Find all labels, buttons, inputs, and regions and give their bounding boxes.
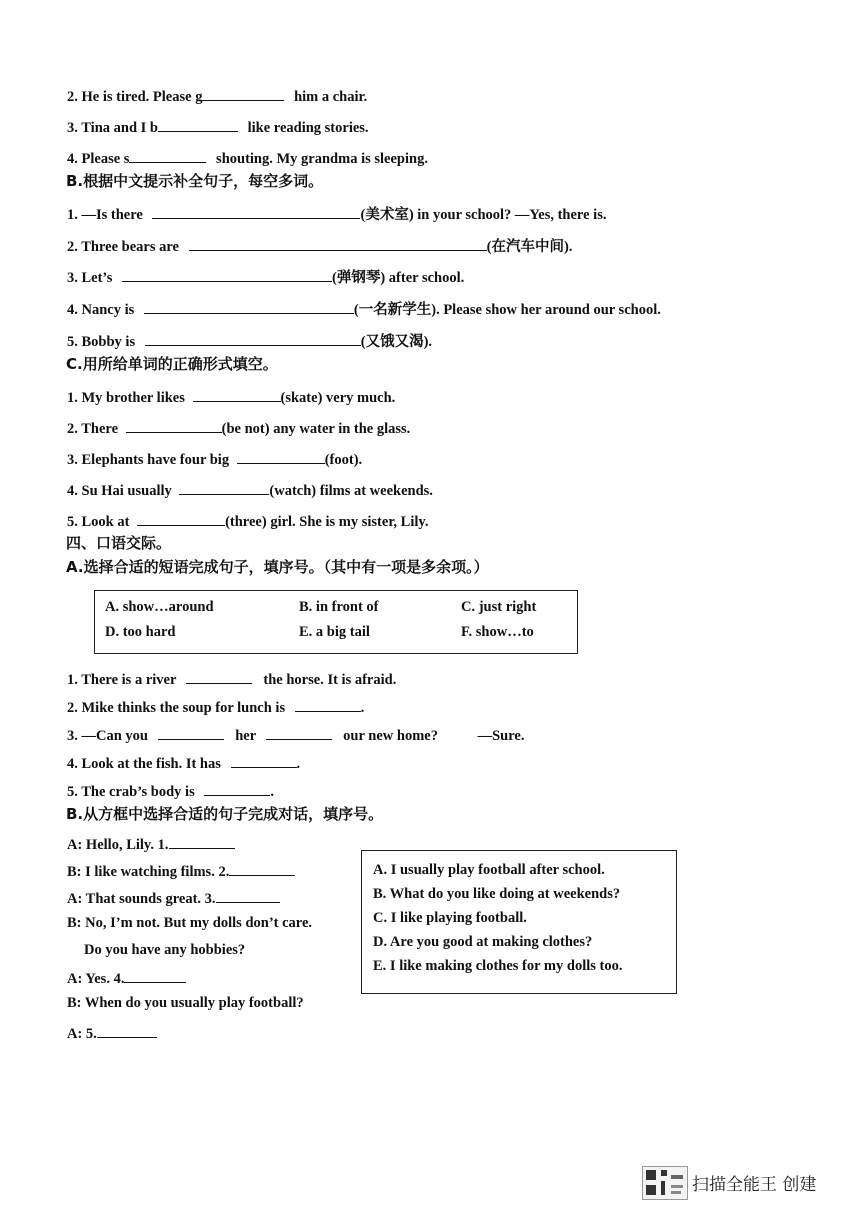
dialogue-option-c: C. I like playing football.: [373, 910, 527, 926]
part4-heading: 四、口语交际。: [66, 534, 172, 552]
option-e: E. a big tail: [299, 624, 370, 640]
option-c: C. just right: [461, 599, 537, 615]
section-c-item-1: 1. My brother likes (skate) very much.: [67, 387, 395, 407]
answer-blank[interactable]: [137, 511, 225, 526]
section-c-item-3: 3. Elephants have four big (foot).: [67, 449, 362, 469]
section-b-item-1: 1. —Is there (美术室) in your school? —Yes, there is.: [67, 204, 606, 224]
dialogue-line-7: B: When do you usually play football?: [67, 995, 304, 1011]
part4a-options-box: [94, 590, 578, 654]
dialogue-line-1: A: Hello, Lily. 1.: [67, 834, 235, 854]
section-b-heading: B.根据中文提示补全句子，每空多词。: [66, 172, 324, 190]
answer-blank[interactable]: [186, 669, 252, 684]
watermark-text: 扫描全能王 创建: [692, 1175, 817, 1195]
section-c-heading: C.用所给单词的正确形式填空。: [66, 355, 278, 373]
answer-blank[interactable]: [231, 753, 297, 768]
dialogue-line-2: B: I like watching films. 2.: [67, 861, 295, 881]
dialogue-line-4: B: No, I’m not. But my dolls don’t care.: [67, 915, 313, 931]
section-c-item-2: 2. There (be not) any water in the glass.: [67, 418, 410, 438]
answer-blank[interactable]: [129, 148, 206, 163]
dialogue-option-e: E. I like making clothes for my dolls too.: [373, 958, 623, 974]
part4b-heading: B.从方框中选择合适的句子完成对话，填序号。: [66, 805, 384, 823]
answer-blank[interactable]: [158, 725, 224, 740]
part4a-item-5: 5. The crab’s body is .: [67, 781, 274, 801]
answer-blank[interactable]: [169, 834, 235, 849]
option-b: B. in front of: [299, 599, 379, 615]
option-d: D. too hard: [105, 624, 176, 640]
answer-blank[interactable]: [158, 117, 238, 132]
answer-blank[interactable]: [145, 331, 361, 346]
section-c-item-5: 5. Look at (three) girl. She is my sister, Lily.: [67, 511, 428, 531]
section-a-item-4: 4. Please s shouting. My grandma is sleeping.: [67, 148, 428, 168]
section-b-item-2: 2. Three bears are (在汽车中间).: [67, 236, 572, 256]
answer-blank[interactable]: [97, 1023, 157, 1038]
answer-blank[interactable]: [124, 968, 186, 983]
dialogue-option-d: D. Are you good at making clothes?: [373, 934, 593, 950]
answer-blank[interactable]: [152, 204, 360, 219]
scanner-watermark: [642, 1162, 842, 1202]
answer-blank[interactable]: [237, 449, 325, 464]
answer-blank[interactable]: [266, 725, 332, 740]
answer-blank[interactable]: [216, 888, 280, 903]
section-b-item-4: 4. Nancy is (一名新学生). Please show her around our school.: [67, 299, 661, 319]
answer-blank[interactable]: [193, 387, 281, 402]
part4b-options-box: [361, 850, 677, 994]
dialogue-option-b: B. What do you like doing at weekends?: [373, 886, 621, 902]
dialogue-option-a: A. I usually play football after school.: [373, 862, 605, 878]
answer-blank[interactable]: [126, 418, 222, 433]
dialogue-line-8: A: 5.: [67, 1023, 157, 1043]
dialogue-line-3: A: That sounds great. 3.: [67, 888, 280, 908]
option-a: A. show…around: [105, 599, 214, 615]
section-b-item-5: 5. Bobby is (又饿又渴).: [67, 331, 432, 351]
part4a-item-2: 2. Mike thinks the soup for lunch is .: [67, 697, 364, 717]
answer-blank[interactable]: [179, 480, 269, 495]
answer-blank[interactable]: [144, 299, 354, 314]
answer-blank[interactable]: [202, 86, 284, 101]
part4a-item-3: 3. —Can you her our new home? —Sure.: [67, 725, 524, 745]
section-c-item-4: 4. Su Hai usually (watch) films at weekends.: [67, 480, 433, 500]
answer-blank[interactable]: [229, 861, 295, 876]
answer-blank[interactable]: [122, 267, 332, 282]
answer-blank[interactable]: [204, 781, 270, 796]
section-b-item-3: 3. Let’s (弹钢琴) after school.: [67, 267, 464, 287]
section-a-item-2: 2. He is tired. Please g him a chair.: [67, 86, 367, 106]
answer-blank[interactable]: [189, 236, 487, 251]
part4a-heading: A.选择合适的短语完成句子，填序号。（其中有一项是多余项。）: [66, 558, 489, 576]
qr-code-icon: [642, 1166, 688, 1200]
option-f: F. show…to: [461, 624, 534, 640]
answer-blank[interactable]: [295, 697, 361, 712]
part4a-item-4: 4. Look at the fish. It has .: [67, 753, 300, 773]
dialogue-line-5: Do you have any hobbies?: [84, 942, 246, 958]
part4a-item-1: 1. There is a river the horse. It is afraid.: [67, 669, 396, 689]
dialogue-line-6: A: Yes. 4.: [67, 968, 186, 988]
section-a-item-3: 3. Tina and I b like reading stories.: [67, 117, 369, 137]
